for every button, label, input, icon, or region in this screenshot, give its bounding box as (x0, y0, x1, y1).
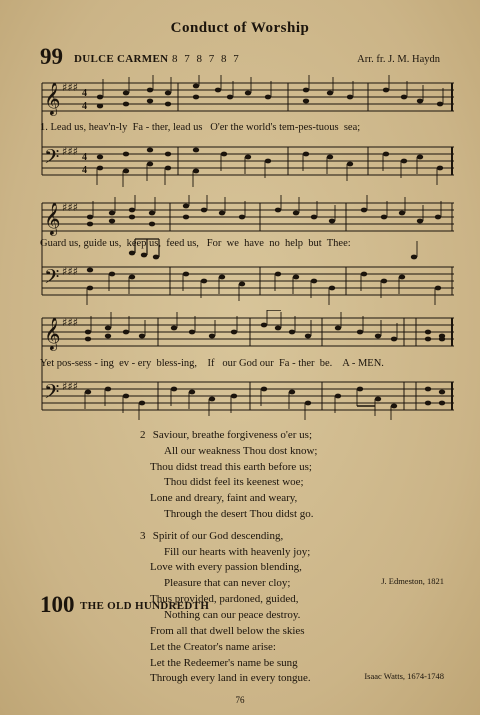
verse-number: 3 (140, 529, 146, 542)
verse-line: Thou didst tread this earth before us; (150, 460, 312, 473)
verse-line: Thou didst feel its keenest woe; (164, 476, 304, 489)
hymn-99-arranger: Arr. fr. J. M. Haydn (357, 54, 440, 65)
system-3-lyrics: Yet pos-sess - ing ev - ery bless-ing, If our God our Fa - ther be. A - MEN. (40, 358, 384, 369)
verse-line: Fill our hearts with heavenly joy; (164, 545, 311, 558)
verse-number: 2 (140, 429, 146, 441)
verse-line: Let the Creator's name arise: (150, 640, 276, 653)
hymn-100-credit: Isaac Watts, 1674-1748 (364, 671, 444, 681)
hymn-99-meter: 8 7 8 7 8 7 (172, 53, 241, 65)
verse-line: Thus provided, pardoned, guided, (150, 592, 299, 605)
verse-line: Spirit of our God descending, (152, 529, 284, 542)
verse-line: All our weakness Thou dost know; (164, 444, 318, 457)
svg-text:𝄞: 𝄞 (44, 317, 61, 350)
verse-line: Nothing can our peace destroy. (164, 608, 301, 621)
verse-line: Through every land in every tongue. (150, 672, 311, 685)
svg-text:4: 4 (82, 88, 87, 99)
svg-text:♯♯♯: ♯♯♯ (62, 380, 78, 393)
hymn-99-number: 99 (40, 44, 63, 69)
svg-text:♯♯♯: ♯♯♯ (62, 201, 78, 214)
hymn-99-tune-name: DULCE CARMEN (74, 53, 169, 65)
verse-line: Lone and dreary, faint and weary, (150, 492, 298, 505)
svg-text:𝄢: 𝄢 (44, 265, 60, 293)
hymn-100-number: 100 (40, 592, 75, 617)
verse-line: Through the desert Thou didst go. (164, 507, 314, 520)
verse-2 (140, 428, 318, 523)
svg-text:4: 4 (82, 101, 87, 112)
hymn-100-tune-name: THE OLD HUNDREDTH (80, 600, 210, 612)
system-2-lyrics: Guard us, guide us, keep us, feed us, For we have no help but Thee: (40, 238, 351, 249)
hymn-100-verse (150, 624, 311, 687)
svg-text:4: 4 (82, 165, 87, 176)
svg-text:𝄞: 𝄞 (44, 82, 61, 115)
page-number: 76 (235, 695, 245, 705)
svg-text:♯♯♯: ♯♯♯ (62, 145, 78, 158)
verse-line: Love with every passion blending, (150, 561, 302, 574)
svg-text:𝄢: 𝄢 (44, 380, 60, 408)
hymn-99-credit: J. Edmeston, 1821 (381, 576, 444, 586)
system-1-lyrics: 1. Lead us, heav'n-ly Fa - ther, lead us O'er the world's tem-pes-tuous sea; (40, 122, 361, 133)
page-header: Conduct of Worship (170, 20, 310, 36)
verse-line: Saviour, breathe forgiveness o'er us; (152, 429, 313, 441)
verse-line: From all that dwell below the skies (150, 625, 305, 637)
svg-text:♯♯♯: ♯♯♯ (62, 265, 78, 278)
svg-text:♯♯♯: ♯♯♯ (62, 316, 78, 329)
svg-text:𝄞: 𝄞 (44, 202, 61, 235)
music-system-2 (38, 195, 458, 305)
svg-text:♯♯♯: ♯♯♯ (62, 81, 78, 94)
svg-text:𝄢: 𝄢 (44, 145, 60, 173)
verse-line: Pleasure that can never cloy; (164, 577, 291, 590)
verse-line: Let the Redeemer's name be sung (150, 656, 298, 669)
svg-text:4: 4 (82, 152, 87, 163)
